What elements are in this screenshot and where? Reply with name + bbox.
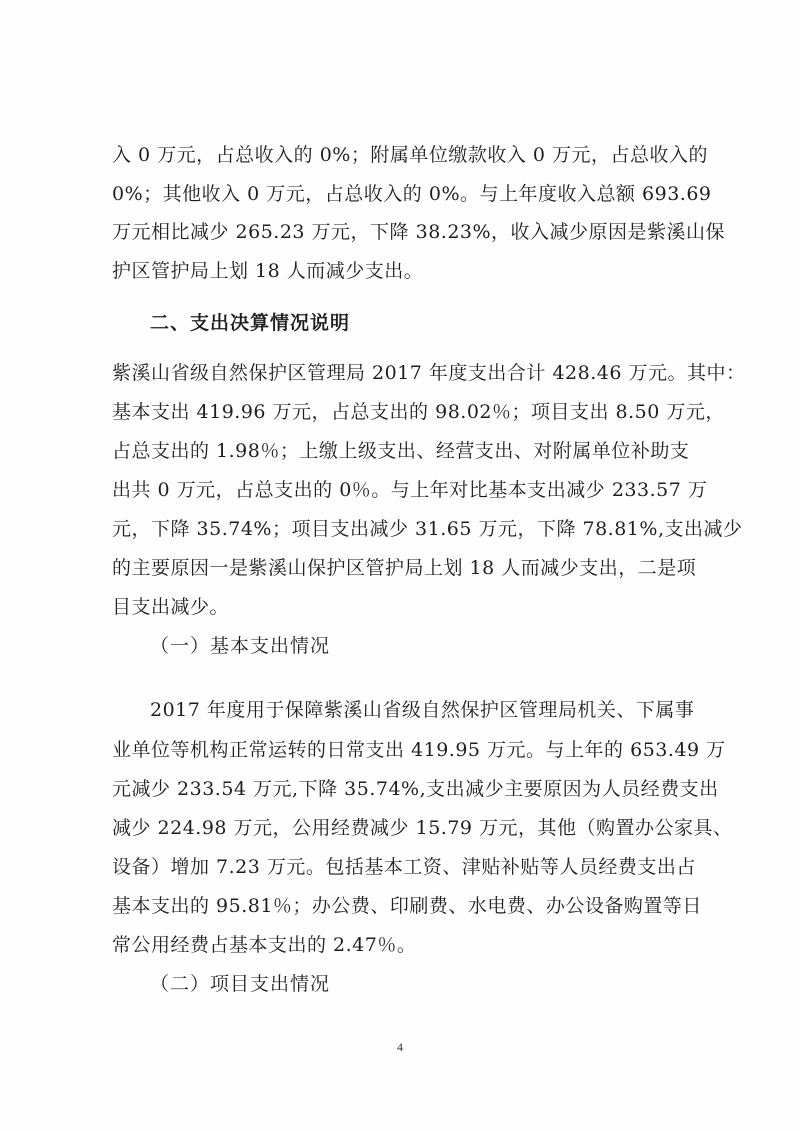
paragraph-line: 常公用经费占基本支出的 2.47％。 (112, 934, 417, 956)
paragraph-line: 出共 0 万元，占总支出的 0％。与上年对比基本支出减少 233.57 万 (112, 479, 708, 501)
paragraph-line: 护区管护局上划 18 人而减少支出。 (112, 260, 424, 282)
page-number: 4 (397, 1040, 403, 1054)
paragraph-line: 基本支出的 95.81％；办公费、印刷费、水电费、办公设备购置等日 (112, 895, 702, 917)
paragraph-line: 元减少 233.54 万元,下降 35.74%,支出减少主要原因为人员经费支出 (112, 778, 719, 800)
paragraph-line: 设备）增加 7.23 万元。包括基本工资、津贴补贴等人员经费支出占 (112, 856, 696, 878)
paragraph-line: 的主要原因一是紫溪山保护区管护局上划 18 人而减少支出，二是项 (112, 557, 697, 579)
paragraph-line: 万元相比减少 265.23 万元，下降 38.23%，收入减少原因是紫溪山保 (112, 221, 726, 243)
paragraph-line: 元，下降 35.74%；项目支出减少 31.65 万元，下降 78.81%,支出减少 (112, 518, 743, 540)
paragraph-line: 占总支出的 1.98％；上缴上级支出、经营支出、对附属单位补助支 (112, 440, 690, 462)
paragraph-line: 紫溪山省级自然保护区管理局 2017 年度支出合计 428.46 万元。其中： (112, 362, 746, 384)
paragraph-line: 减少 224.98 万元，公用经费减少 15.79 万元，其他（购置办公家具、 (112, 817, 733, 839)
paragraph-line: 目支出减少。 (112, 596, 230, 618)
paragraph-line: 0%；其他收入 0 万元，占总收入的 0%。与上年度收入总额 693.69 (112, 183, 712, 205)
subsection-heading: （一）基本支出情况 (150, 635, 331, 657)
paragraph-line: 基本支出 419.96 万元，占总支出的 98.02％；项目支出 8.50 万元， (112, 401, 725, 423)
subsection-heading: （二）项目支出情况 (150, 973, 331, 995)
paragraph-line: 2017 年度用于保障紫溪山省级自然保护区管理局机关、下属事 (150, 699, 695, 721)
paragraph-line: 入 0 万元，占总收入的 0%；附属单位缴款收入 0 万元，占总收入的 (112, 144, 709, 166)
section-heading: 二、支出决算情况说明 (150, 312, 351, 334)
paragraph-line: 业单位等机构正常运转的日常支出 419.95 万元。与上年的 653.49 万 (112, 739, 726, 761)
